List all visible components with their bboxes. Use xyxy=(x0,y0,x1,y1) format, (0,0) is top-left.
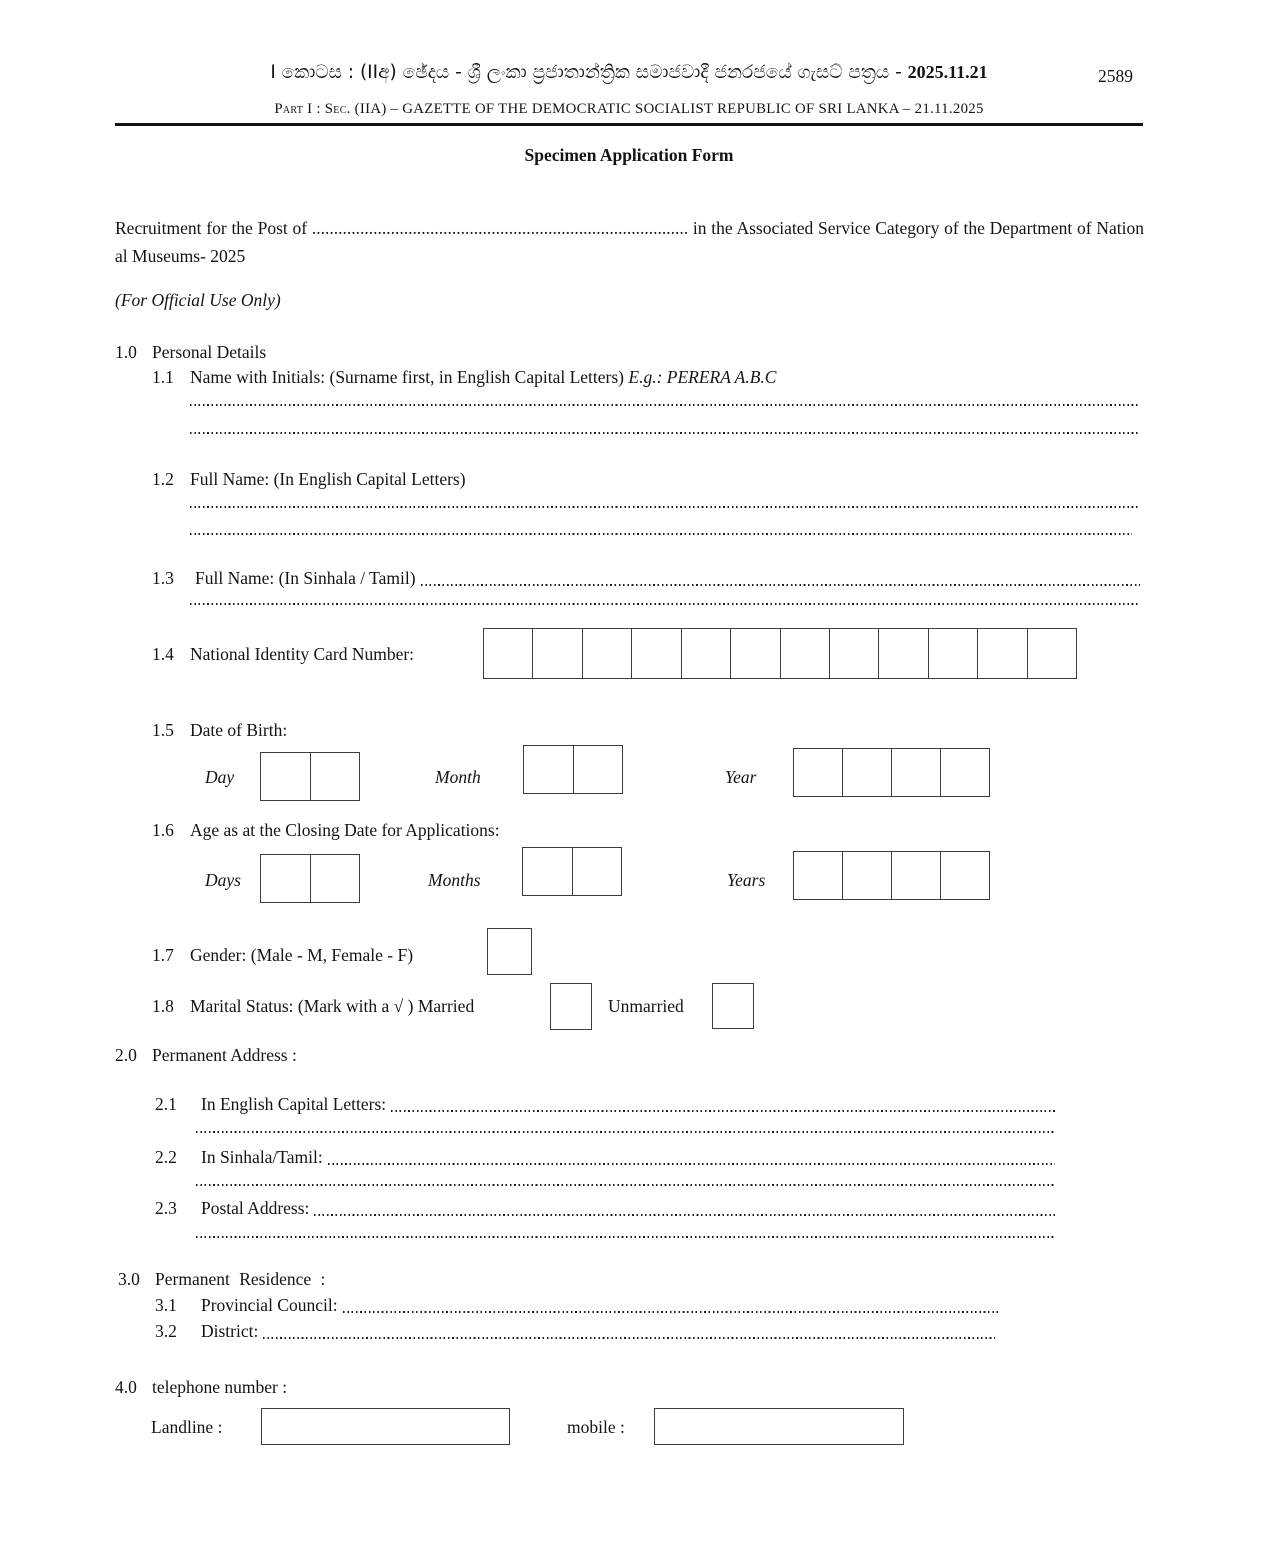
section-number: 1.4 xyxy=(152,644,174,664)
cell-box[interactable] xyxy=(842,749,891,796)
cell-box[interactable] xyxy=(310,753,360,800)
cell-box[interactable] xyxy=(977,629,1026,678)
example-text: E.g.: PERERA A.B.C xyxy=(628,367,777,387)
section-number: 2.1 xyxy=(155,1094,177,1114)
unmarried-label: Unmarried xyxy=(608,996,684,1016)
cell-box[interactable] xyxy=(891,852,940,899)
section-2-0 xyxy=(115,1045,297,1066)
cell-box[interactable] xyxy=(523,848,572,895)
cell-box[interactable] xyxy=(582,629,631,678)
cell-box[interactable] xyxy=(940,852,989,899)
official-use-note: (For Official Use Only) xyxy=(115,290,281,310)
section-number: 1.1 xyxy=(152,367,174,387)
cell-box[interactable] xyxy=(681,629,730,678)
header-sinhala-line xyxy=(115,62,1143,83)
unmarried-checkbox[interactable] xyxy=(712,983,754,1029)
section-label: Date of Birth: xyxy=(190,720,288,740)
section-label: In English Capital Letters: xyxy=(201,1094,387,1114)
section-1-6 xyxy=(152,820,500,841)
section-number: 2.2 xyxy=(155,1147,177,1167)
section-number: 1.0 xyxy=(115,342,137,362)
cell-box[interactable] xyxy=(730,629,779,678)
landline-label: Landline : xyxy=(151,1417,223,1437)
section-1-5 xyxy=(152,720,287,741)
dotted-write-line[interactable] xyxy=(190,603,1140,605)
days-label: Days xyxy=(205,870,241,890)
cell-box[interactable] xyxy=(261,753,310,800)
dotted-write-line[interactable] xyxy=(190,506,1140,508)
cell-box[interactable] xyxy=(532,629,581,678)
cell-box[interactable] xyxy=(878,629,927,678)
dotted-write-line[interactable] xyxy=(328,1163,1055,1165)
section-label: Permanent Address : xyxy=(152,1045,297,1065)
day-label: Day xyxy=(205,767,235,787)
section-number: 3.0 xyxy=(118,1269,140,1289)
section-label: Full Name: (In English Capital Letters) xyxy=(190,469,466,489)
section-3-0 xyxy=(118,1269,325,1290)
section-1-7 xyxy=(152,945,413,966)
cell-box[interactable] xyxy=(842,852,891,899)
section-1-1 xyxy=(152,367,776,388)
cell-box[interactable] xyxy=(1027,629,1076,678)
section-number: 2.3 xyxy=(155,1198,177,1218)
dob-year-boxes[interactable] xyxy=(793,748,990,797)
months-label: Months xyxy=(428,870,481,890)
section-3-2 xyxy=(155,1321,995,1342)
cell-box[interactable] xyxy=(780,629,829,678)
mobile-label: mobile : xyxy=(567,1417,625,1437)
cell-box[interactable] xyxy=(310,855,360,902)
section-2-2 xyxy=(155,1147,1055,1168)
dotted-write-line[interactable] xyxy=(190,404,1140,406)
section-label: Personal Details xyxy=(152,342,267,362)
cell-box[interactable] xyxy=(829,629,878,678)
dob-day-boxes[interactable] xyxy=(260,752,360,801)
section-number: 2.0 xyxy=(115,1045,137,1065)
section-1-2 xyxy=(152,469,466,490)
section-number: 1.8 xyxy=(152,996,174,1016)
section-label: In Sinhala/Tamil: xyxy=(201,1147,323,1167)
age-days-boxes[interactable] xyxy=(260,854,360,903)
section-label: Name with Initials: (Surname first, in English Capital Letters) xyxy=(190,367,629,387)
cell-box[interactable] xyxy=(940,749,989,796)
section-label: Provincial Council: xyxy=(201,1295,338,1315)
month-label: Month xyxy=(435,767,481,787)
cell-box[interactable] xyxy=(573,746,623,793)
section-label: Marital Status: (Mark with a √ ) xyxy=(190,996,414,1016)
section-label: National Identity Card Number: xyxy=(190,644,415,664)
recruitment-intro: Recruitment for the Post of ...................................................................................... in the Associated Service Category of the Department of National Museums- 2025 xyxy=(115,218,1144,266)
dotted-write-line[interactable] xyxy=(190,432,1140,434)
dotted-write-line[interactable] xyxy=(263,1337,995,1339)
section-2-3 xyxy=(155,1198,1055,1219)
page-number: 2589 xyxy=(1098,66,1133,86)
year-label: Year xyxy=(725,767,757,787)
section-label: District: xyxy=(201,1321,259,1341)
section-number: 1.6 xyxy=(152,820,174,840)
nic-number-boxes[interactable] xyxy=(483,628,1077,679)
section-number: 1.2 xyxy=(152,469,174,489)
header-english-line: Part I : Sec. (IIA) – GAZETTE OF THE DEMOCRATIC SOCIALIST REPUBLIC OF SRI LANKA – 21.11.2025 xyxy=(274,101,984,117)
section-4-0 xyxy=(115,1377,287,1398)
years-label: Years xyxy=(727,870,766,890)
header-sinhala-text: I කොටස : (IIඅ) ඡේදය - ශ්‍රී ලංකා ප්‍රජාතාන්ත්‍රික සමාජවාදී ජනරජයේ ගැසට් පත්‍රය - xyxy=(270,62,908,83)
section-number: 1.7 xyxy=(152,945,174,965)
cell-box[interactable] xyxy=(891,749,940,796)
section-label: telephone number : xyxy=(152,1377,288,1397)
header-divider xyxy=(115,123,1143,126)
section-number: 4.0 xyxy=(115,1377,137,1397)
section-number: 1.3 xyxy=(152,568,174,588)
cell-box[interactable] xyxy=(484,629,532,678)
dotted-write-line[interactable] xyxy=(196,1184,1055,1186)
cell-box[interactable] xyxy=(261,855,310,902)
section-label: Age as at the Closing Date for Applications: xyxy=(190,820,500,840)
cell-box[interactable] xyxy=(794,749,842,796)
landline-input-box[interactable] xyxy=(261,1408,510,1445)
section-label: Postal Address: xyxy=(201,1198,310,1218)
section-number: 3.1 xyxy=(155,1295,177,1315)
dotted-write-line[interactable] xyxy=(196,1236,1055,1238)
age-years-boxes[interactable] xyxy=(793,851,990,900)
mobile-input-box[interactable] xyxy=(654,1408,904,1445)
section-2-1 xyxy=(155,1094,1055,1115)
dotted-write-line[interactable] xyxy=(421,584,1140,586)
section-1-3 xyxy=(152,568,1140,589)
form-title: Specimen Application Form xyxy=(524,145,734,165)
married-checkbox[interactable] xyxy=(550,983,592,1030)
dotted-write-line[interactable] xyxy=(314,1214,1055,1216)
section-1-4 xyxy=(152,644,414,665)
age-months-boxes[interactable] xyxy=(522,847,622,896)
section-1-8 xyxy=(152,996,474,1017)
section-label: Permanent Residence : xyxy=(155,1269,326,1289)
cell-box[interactable] xyxy=(928,629,977,678)
header-sinhala-date: 2025.11.21 xyxy=(907,62,988,82)
section-3-1 xyxy=(155,1295,1000,1316)
section-1-0 xyxy=(115,342,266,363)
cell-box[interactable] xyxy=(524,746,573,793)
cell-box[interactable] xyxy=(631,629,680,678)
section-label: Gender: (Male - M, Female - F) xyxy=(190,945,414,965)
gender-box[interactable] xyxy=(487,928,532,975)
dotted-write-line[interactable] xyxy=(391,1110,1055,1112)
cell-box[interactable] xyxy=(572,848,622,895)
dotted-write-line[interactable] xyxy=(343,1311,1000,1313)
section-number: 3.2 xyxy=(155,1321,177,1341)
married-label: Married xyxy=(417,996,475,1016)
section-number: 1.5 xyxy=(152,720,174,740)
section-label: Full Name: (In Sinhala / Tamil) xyxy=(195,568,416,588)
dob-month-boxes[interactable] xyxy=(523,745,623,794)
dotted-write-line[interactable] xyxy=(190,533,1132,535)
dotted-write-line[interactable] xyxy=(196,1131,1055,1133)
cell-box[interactable] xyxy=(794,852,842,899)
